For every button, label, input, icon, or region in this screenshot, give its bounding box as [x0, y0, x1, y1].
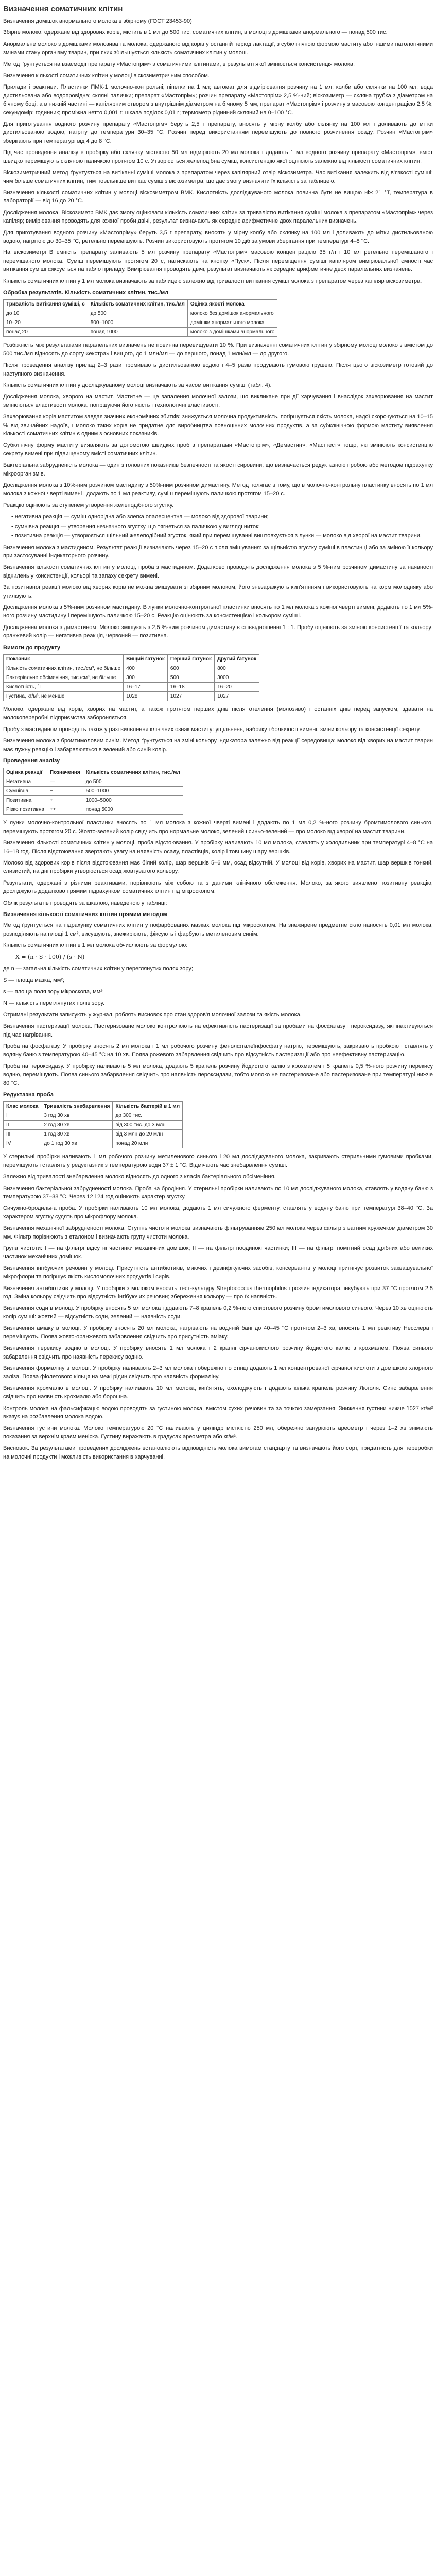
paragraph: Сичужно-бродильна проба. У пробірки наливають 10 мл молока, додають 1 мл сичужного ферменту, ставлять у водяну баню при температурі 38–40 °С. За характером згустку судять про мікрофлору молока.: [3, 1205, 433, 1220]
table-cell: ++: [47, 805, 83, 815]
table-cell: IV: [4, 1139, 41, 1148]
table-header-cell: Другий ґатунок: [215, 654, 259, 664]
table-cell: II: [4, 1121, 41, 1130]
document-section: [3, 1091, 433, 1181]
paragraph: Розбіжність між результатами паралельних визначень не повинна перевищувати 10 %. При визначенні соматичних клітин у збірному молоці молоко з вмістом до 500 тис./мл відносять до сорту «екстра» і вищого, до 1 млн/мл — до першого, понад 1 млн/мл — до другого.: [3, 342, 433, 357]
document-section: [3, 757, 433, 907]
paragraph: Бактеріальна забрудненість молока — один з головних показників безпечності та якості сировини, що визначається редуктазною пробою або методом підрахунку мікроорганізмів.: [3, 462, 433, 477]
paragraph: Визначення перекису водню в молоці. У пробірку вносять 1 мл молока і 2 краплі сірчанокислого розчину йодистого калію з крохмалем. Поява синього забарвлення свідчить про наявність перекису водню.: [3, 1345, 433, 1360]
table-row: [4, 787, 183, 796]
paragraph: Метод ґрунтується на підрахунку соматичних клітин у пофарбованих мазках молока під мікроскопом. На знежирене предметне скло наносять 0,01 мл молока, розподіляють на площі 1 см², висушують, знежирюють, фіксують і фарбують метиленовим синім.: [3, 922, 433, 937]
formula: X = (n · S · 100) / (s · N): [15, 953, 85, 960]
paragraph: У лунки молочно-контрольної пластинки вносять по 1 мл молока з кожної чверті вимені і додають по 1 мл 0,2 %-ного розчину бромтимолового синього, перемішують протягом 20 с. Жовто-зелений колір свідчить про нормальне молоко, зелений і синьо-зелений — про молоко від хворої на мастит тварини.: [3, 820, 433, 835]
table-cell: понад 1000: [88, 328, 187, 337]
paragraph: Визначення молока з бромтимоловим синім. Метод ґрунтується на зміні кольору індикатора залежно від реакції середовища: молоко від хворих на мастит тварин має лужну реакцію і забарвлюється в зелений або синій колір.: [3, 738, 433, 753]
bullet-item: • позитивна реакція — утворюється щільний желеподібний згусток, який при перемішуванні виштовхується з лунки — молоко від хворої на мастит тварини.: [11, 533, 422, 539]
paragraph: Визначення домішок анормального молока в збірному (ГОСТ 23453-90): [3, 18, 192, 24]
paragraph: Визначення аміаку в молоці. У пробірку вносять 20 мл молока, нагрівають на водяній бані до 40–45 °С протягом 2–3 хв, вносять 1 мл реактиву Несслера і перемішують. Поява жовто-оранжевого забарвлення свідчить про присутність аміаку.: [3, 1325, 433, 1340]
table-cell: ±: [47, 787, 83, 796]
paragraph: Визначення кількості соматичних клітин у молоці віскозиметричним способом.: [3, 73, 210, 79]
table-cell: молоко без домішок анормального: [187, 309, 277, 318]
table-header-cell: Тривалість витікання суміші, с: [4, 300, 88, 309]
data-table: [3, 1101, 183, 1148]
table-header-row: [4, 654, 259, 664]
paragraph: Молоко, одержане від корів, хворих на мастит, а також протягом перших днів після отелення (молозиво) і останніх днів перед запуском, здавати на молокопереробні підприємства забороняється.: [3, 706, 433, 721]
table-row: [4, 805, 183, 815]
formula-note: N — кількість переглянутих полів зору.: [3, 1000, 104, 1007]
paragraph: Результати, одержані з різними реактивами, порівнюють між собою та з даними клінічного обстеження. Молоко, за якого виявлено позитивну реакцію, досліджують додатково прямим підрахунком соматичних клітин під мікроскопом.: [3, 879, 433, 895]
paragraph: Визначення густини молока. Молоко температурою 20 °С наливають у циліндр місткістю 250 мл, обережно занурюють ареометр і через 1–2 хв знімають показання за верхнім краєм меніска. Густину виражають в градусах ареометра або кг/м³.: [3, 1425, 433, 1440]
table-header-cell: Перший ґатунок: [167, 654, 214, 664]
table-cell: 500–1000: [88, 318, 187, 328]
document-section: [3, 1011, 433, 1088]
table-cell: 1000–5000: [83, 796, 183, 805]
paragraph: Група чистоти: I — на фільтрі відсутні частинки механічних домішок; II — на фільтрі поодинокі частинки; III — на фільтрі помітний осад дрібних або великих частинок механічних домішок.: [3, 1245, 433, 1260]
paragraph: Молоко від здорових корів після відстоювання має білий колір, шар вершків 5–6 мм, осад відсутній. У молоці від корів, хворих на мастит, шар вершків тонкий, слизистий, на дні пробірки утворюється осад жовтуватого кольору.: [3, 860, 433, 875]
document-section: [3, 1184, 433, 1461]
table-cell: 800: [215, 664, 259, 673]
table-cell: понад 20 млн: [113, 1139, 183, 1148]
paragraph: Для приготування водного розчину «Мастопріму» беруть 3,5 г препарату, вносять у мірну колбу або склянку на 100 мл і доливають до мітки дистильованою водою, нагрітою до 30–35 °С, ретельно перемішують. Розчин використовують протягом 10 діб за умови зберігання при температурі 4–8 °С.: [3, 229, 433, 244]
table-row: [4, 309, 277, 318]
table-cell: молоко з домішками анормального: [187, 328, 277, 337]
paragraph: Визначення соди в молоці. У пробірку вносять 5 мл молока і додають 7–8 крапель 0,2 %-ного спиртового розчину бромтимолового синього. Через 10 хв оцінюють колір суміші: жовтий — відсутність соди, зелений — наявність соди.: [3, 1305, 433, 1320]
table-row: [4, 682, 259, 691]
table-cell: Кислотність, °Т: [4, 682, 124, 691]
table-cell: 16–20: [215, 682, 259, 691]
table-header-cell: Кількість соматичних клітин, тис./мл: [88, 300, 187, 309]
paragraph: Прилади і реактиви. Пластинки ПМК-1 молочно-контрольні; піпетки на 1 мл; автомат для відмірювання розчину на 1 мл; колби або склянки на 100 мл; вода дистильована або водопровідна; скляні палички; препарат «Мастопрім»; розчин препарату «Мастопрім» 2,5 %-ний; віскозиметр — скляна трубка з діаметром на бічному боці, а в нижній частині — капілярним отвором з внутрішнім діаметром на бічному 5 мм, препарат «Мастопрім» і розчину з масовою концентрацією 2,5 %; секундомір; годинник; проміжна нетто 0,001 г; шкала поділок 0,01 г; термометр рідинний скляний на 0–100 °С.: [3, 84, 433, 116]
table-header-cell: Кількість соматичних клітин, тис./мл: [83, 768, 183, 777]
table-cell: від 3 млн до 20 млн: [113, 1130, 183, 1139]
paragraph: Кількість соматичних клітин в 1 мл молока обчислюють за формулою:: [3, 942, 188, 949]
table-header-cell: Позначення: [47, 768, 83, 777]
table-cell: Позитивна: [4, 796, 47, 805]
table-cell: III: [4, 1130, 41, 1139]
table-row: [4, 1111, 183, 1121]
document-section: [3, 544, 433, 640]
paragraph: У стерильні пробірки наливають 1 мл робочого розчину метиленового синього і 20 мл досліджуваного молока, закривають стерильними гумовими пробками, перемішують і ставлять у редуктазник з температурою води 37 ± 1 °С. Відмічають час знебарвлення суміші.: [3, 1154, 433, 1168]
table-row: [4, 691, 259, 701]
section-heading: Вимоги до продукту: [3, 644, 61, 651]
paragraph: Дослідження молока, хворого на мастит. Маститне — це запалення молочної залози, що викликане при дії харчування і внаслідок захворювання на мастит змінюються властивості молока, погіршуючи його якість і технологічні властивості.: [3, 394, 433, 409]
table-row: [4, 1130, 183, 1139]
bullet-list: [11, 513, 433, 540]
paragraph: Проба на пероксидазу. У пробірку наливають 5 мл молока, додають 5 крапель розчину йодистого калію з крохмалем і 5 крапель 0,5 %-ного розчину перекису водню, перемішують. Поява синього забарвлення свідчить про наявність пероксидази, тобто молоко не пастеризоване або пастеризоване при температурі нижче 80 °С.: [3, 1063, 433, 1087]
table-row: [4, 673, 259, 682]
paragraph: На віскозиметрі В ємність препарату заливають 5 мл розчину препарату «Мастопрім» масовою концентрацією 35 г/л і 10 мл ретельно перемішаного і перемішаного молока. Суміш перемішують протягом 20 с, натискають на кнопку «Пуск». Після переміщення суміші капіляром вимірювальної ємності час витікання суміші фіксується на табло приладу. Вимірювання проводять двічі, результат визначають як середнє арифметичне двох паралельних визначень.: [3, 249, 433, 273]
table-cell: 300: [124, 673, 168, 682]
table-header-cell: Кількість бактерій в 1 мл: [113, 1102, 183, 1111]
paragraph: Захворювання корів маститом завдає значних економічних збитків: знижується молочна продуктивність, погіршується якість молока, надої скорочуються на 10–15 % від звичайних надоїв, і молоко таких корів не придатне для виробництва повноцінних молочних продуктів, а за субклінічною формою маститу виявлення кількості соматичних клітин є одним з основних показників.: [3, 414, 433, 437]
table-cell: 16–18: [167, 682, 214, 691]
paragraph: Субклінічну форму маститу виявляють за допомогою швидких проб з препаратами «Мастопрім», «Демастин», «Масттест» тощо, які змінюють консистенцію секрету вимені при підвищеному вмісті соматичних клітин.: [3, 442, 433, 457]
paragraph: Визначення інгібуючих речовин у молоці. Присутність антибіотиків, миючих і дезінфікуючих засобів, консервантів у молоці пригнічує розвиток заквашувальної мікрофлори та погіршує якість кисломолочних продуктів і сирів.: [3, 1265, 433, 1280]
paragraph: Дослідження молока з 5%-ним розчином мастидину. В лунки молочно-контрольної пластинки вносять по 1 мл молока з кожної чверті вимені, додають по 1 мл 5%-ного розчину мастидину і перемішують паличкою 15–20 с. Реакцію оцінюють за консистенцією і кольором суміші.: [3, 604, 433, 619]
paragraph: Визначення молока з мастидином. Результат реакції визначають через 15–20 с після змішування: за щільністю згустку суміші в пластинці або за зміною її кольору при застосуванні індикаторного розчину.: [3, 544, 433, 559]
paragraph: Визначення антибіотиків у молоці. У пробірки з молоком вносять тест-культуру Streptococcus thermophilus і розчин індикатора, інкубують при 37 °С протягом 2,5 год. Зміна кольору свідчить про відсутність інгібуючих речовин; збереження кольору — про їх наявність.: [3, 1285, 433, 1300]
table-cell: до 500: [88, 309, 187, 318]
paragraph: Визначення кількості соматичних клітин у молоці, проба відстоювання. У пробірку наливають 10 мл молока, ставлять у холодильник при температурі 4–8 °С на 16–18 год. Після відстоювання звертають увагу на наявність осаду, пластівців, колір і товщину шару вершків.: [3, 840, 433, 855]
section-heading: Визначення кількості соматичних клітин прямим методом: [3, 911, 167, 918]
table-row: [4, 796, 183, 805]
table-cell: Густина, кг/м³, не менше: [4, 691, 124, 701]
data-table: [3, 654, 259, 701]
table-header-row: [4, 300, 277, 309]
paragraph: Визначення кількості соматичних клітин у молоці віскозиметром ВМК. Кислотність досліджуваного молока повинна бути не вищою ніж 21 °Т, температура в лабораторії — від 16 до 20 °С.: [3, 189, 433, 205]
paragraph: Під час проведення аналізу в пробірку або склянку місткістю 50 мл відмірюють 20 мл молока і додають 1 мл водного розчину препарату «Мастопрім», вміст швидко перемішують скляною паличкою протягом 10 с. Утворюється желеподібна суміш, консистенцію якої оцінюють залежно від кількості соматичних клітин.: [3, 149, 433, 164]
table-cell: 500: [167, 673, 214, 682]
paragraph: Визначення крохмалю в молоці. У пробірку наливають 10 мл молока, кип'ятять, охолоджують і додають кілька крапель розчину Люголя. Синє забарвлення свідчить про наявність крохмалю або борошна.: [3, 1385, 433, 1400]
bullet-item: • негативна реакція — суміш однорідна або злегка опалесцентна — молоко від здорової тварини;: [11, 514, 269, 520]
table-cell: до 300 тис.: [113, 1111, 183, 1121]
table-row: [4, 318, 277, 328]
table-cell: 10–20: [4, 318, 88, 328]
paragraph: Реакцію оцінюють за ступенем утворення желеподібного згустку.: [3, 502, 174, 509]
data-table: [3, 299, 277, 337]
table-cell: 1 год 30 хв: [41, 1130, 113, 1139]
table-cell: 2 год 30 хв: [41, 1121, 113, 1130]
table-row: [4, 777, 183, 787]
table-cell: —: [47, 777, 83, 787]
paragraph: Визначення механічної забрудненості молока. Ступінь чистоти молока визначають фільтруванням 250 мл молока через фільтр з ватним кружечком діаметром 30 мм. Фільтр порівнюють з еталоном і визначають групу чистоти молока.: [3, 1225, 433, 1240]
paragraph: Збірне молоко, одержане від здорових корів, містить в 1 мл до 500 тис. соматичних клітин, в молоці з домішками анормального — понад 500 тис.: [3, 29, 388, 36]
table-row: [4, 1139, 183, 1148]
table-cell: 1027: [167, 691, 214, 701]
paragraph: Висновок. За результатами проведених досліджень встановлюють відповідність молока вимогам стандарту та визначають його сорт, придатність для переробки на молочні продукти і можливість використання в харчуванні.: [3, 1445, 433, 1460]
paragraph: Дослідження молока. Віскозиметр ВМК дає змогу оцінювати кількість соматичних клітин за тривалістю витікання суміші молока з препаратом «Мастопрім» через капіляр; вимірювання проводять для кожної проби двічі, результат визначають як середнє арифметичне двох паралельних визначень.: [3, 209, 433, 225]
table-cell: +: [47, 796, 83, 805]
paragraph: Залежно від тривалості знебарвлення молоко відносять до одного з класів бактеріального обсіменіння.: [3, 1174, 276, 1180]
paragraph: Метод ґрунтується на взаємодії препарату «Мастопрім» з соматичними клітинами, в результаті якої змінюється консистенція молока.: [3, 61, 355, 67]
paragraph: Після проведення аналізу прилад 2–3 рази промивають дистильованою водою і 4–5 разів продувають гумовою грушею. Після цього віскозиметр готовий до наступного визначення.: [3, 362, 433, 377]
document-section: [3, 17, 433, 285]
document-section: [3, 289, 433, 358]
paragraph: Облік результатів проводять за шкалою, наведеною у таблиці:: [3, 900, 167, 906]
table-cell: 1028: [124, 691, 168, 701]
paragraph: Для приготування водного розчину препарату «Мастопрім» беруть 2,5 г препарату, вносять у мірну колбу або склянку на 100 мл і доливають до мітки дистильованою водою, нагріту до температури 30–35 °С. Розчин перед використанням перемішують до повного розчинення осаду. Розчин «Мастопрім» зберігають при температурі від 4 до 8 °С.: [3, 121, 433, 144]
paragraph: Визначення кількості соматичних клітин у молоці, проба з мастидином. Додатково проводять дослідження молока з 5 %-ним розчином димастину за наявності відхилень у консистенції, кольорі та запаху секрету вимені.: [3, 564, 433, 579]
table-header-cell: Показник: [4, 654, 124, 664]
table-row: [4, 328, 277, 337]
table-header-cell: Тривалість знебарвлення: [41, 1102, 113, 1111]
paragraph: Кількість соматичних клітин у 1 мл молока визначають за таблицею залежно від тривалості витікання суміші молока з препаратом через капіляр віскозиметра.: [3, 278, 422, 284]
document-section: [3, 643, 433, 754]
page-title: Визначення соматичних клітин: [3, 5, 123, 13]
table-row: [4, 1121, 183, 1130]
table-header-cell: Оцінка реакції: [4, 768, 47, 777]
table-cell: 3 год 30 хв: [41, 1111, 113, 1121]
paragraph: Визначення бактеріальної забрудненості молока. Проба на бродіння. У стерильні пробірки наливають по 10 мл досліджуваного молока, ставлять у водяну баню з температурою 37–38 °С. Через 12 і 24 год оцінюють характер згустку.: [3, 1185, 433, 1200]
table-cell: 3000: [215, 673, 259, 682]
paragraph: Отримані результати записують у журнал, роблять висновок про стан здоров'я молочної залози та якість молока.: [3, 1011, 302, 1018]
paragraph: Віскозиметричний метод ґрунтується на витіканні суміші молока з препаратом через капілярний отвір віскозиметра. Час витікання залежить від в'язкості суміші: чим більше соматичних клітин, тим повільніше витікає суміш з віскозиметра, що дає змогу визначити їх кількість за таблицею.: [3, 170, 433, 184]
data-table: [3, 768, 183, 815]
paragraph: Визначення пастеризації молока. Пастеризоване молоко контролюють на ефективність пастеризації за пробами на фосфатазу і пероксидазу, які інактивуються під час нагрівання.: [3, 1023, 433, 1038]
table-cell: 16–17: [124, 682, 168, 691]
formula-note: s — площа поля зору мікроскопа, мм²;: [3, 988, 104, 995]
formula-note: S — площа мазка, мм²;: [3, 977, 65, 984]
table-cell: до 1 год 30 хв: [41, 1139, 113, 1148]
table-cell: I: [4, 1111, 41, 1121]
bullet-item: • сумнівна реакція — утворення незначного згустку, що тягнеться за паличкою у вигляді ниток;: [11, 523, 260, 530]
document-section: [3, 361, 433, 540]
table-cell: понад 5000: [83, 805, 183, 815]
table-cell: Негативна: [4, 777, 47, 787]
table-cell: 600: [167, 664, 214, 673]
table-cell: Сумнівна: [4, 787, 47, 796]
table-header-cell: Оцінка якості молока: [187, 300, 277, 309]
section-heading: Обробка результатів. Кількість соматичних клітин, тис./мл: [3, 289, 169, 296]
section-heading: Проведення аналізу: [3, 758, 60, 764]
table-header-cell: Вищий ґатунок: [124, 654, 168, 664]
formula-note: де n — загальна кількість соматичних клітин у переглянутих полях зору;: [3, 965, 193, 972]
paragraph: Кількість соматичних клітин у досліджуваному молоці визначають за часом витікання суміші (табл. 4).: [3, 382, 272, 388]
paragraph: Визначення формаліну в молоці. У пробірку наливають 2–3 мл молока і обережно по стінці додають 1 мл концентрованої сірчаної кислоти з домішкою хлорного заліза. Поява фіолетового кільця на межі рідин свідчить про наявність формаліну.: [3, 1365, 433, 1380]
table-header-row: [4, 1102, 183, 1111]
table-cell: до 10: [4, 309, 88, 318]
table-cell: від 300 тис. до 3 млн: [113, 1121, 183, 1130]
table-header-row: [4, 768, 183, 777]
paragraph: Дослідження молока з димастином. Молоко змішують з 2,5 %-ним розчином димастину в співвідношенні 1 : 1. Пробу оцінюють за зміною консистенції та кольору: оранжевий колір — негативна реакція, червоний — позитивна.: [3, 624, 433, 639]
section-heading: Редуктазна проба: [3, 1091, 54, 1098]
table-cell: 500–1000: [83, 787, 183, 796]
table-cell: Різко позитивна: [4, 805, 47, 815]
table-cell: до 500: [83, 777, 183, 787]
table-cell: 1027: [215, 691, 259, 701]
table-cell: 400: [124, 664, 168, 673]
document-body: [3, 17, 433, 1461]
paragraph: Анормальне молоко з домішками молозива та молока, одержаного від корів у останній період лактації, з субклінічною формою маститу або іншими патологічними змінами стану організму тварин, при яких збільшується кількість соматичних клітин у молоці.: [3, 41, 433, 56]
document-section: [3, 910, 433, 1008]
paragraph: Контроль молока на фальсифікацію водою проводять за густиною молока, вмістом сухих речовин та за точкою замерзання. Зниження густини нижче 1027 кг/м³ вказує на розбавлення молока водою.: [3, 1405, 433, 1420]
paragraph: За позитивної реакції молоко від хворих корів не можна змішувати зі збірним молоком, його знезаражують кип'ятінням і використовують на корм молодняку або утилізують.: [3, 584, 433, 599]
paragraph: Проба на фосфатазу. У пробірку вносять 2 мл молока і 1 мл робочого розчину фенолфталеїнфосфату натрію, перемішують, закривають пробкою і ставлять у водяну баню з температурою 40–45 °С на 10 хв. Поява рожевого забарвлення свідчить про відсутність пастеризації або про неефективну пастеризацію.: [3, 1043, 433, 1058]
table-cell: домішки анормального молока: [187, 318, 277, 328]
table-row: [4, 664, 259, 673]
paragraph: Пробу з мастидином проводять також у разі виявлення клінічних ознак маститу: ущільнень, набряку і болючості вимені, зміни кольору та консистенції секрету.: [3, 726, 421, 733]
table-cell: Бактеріальне обсіменіння, тис./см³, не більше: [4, 673, 124, 682]
table-header-cell: Клас молока: [4, 1102, 41, 1111]
paragraph: Дослідження молока з 10%-ним розчином мастидину з 50%-ним розчином димастину. Метод полягає в тому, що в молочно-контрольну пластинку вносять по 1 мл молока з кожної чверті вимені і додають по 1 мл реактиву, суміш перемішують паличкою протягом 15–20 с.: [3, 482, 433, 497]
table-cell: Кількість соматичних клітин, тис./см³, не більше: [4, 664, 124, 673]
table-cell: понад 20: [4, 328, 88, 337]
